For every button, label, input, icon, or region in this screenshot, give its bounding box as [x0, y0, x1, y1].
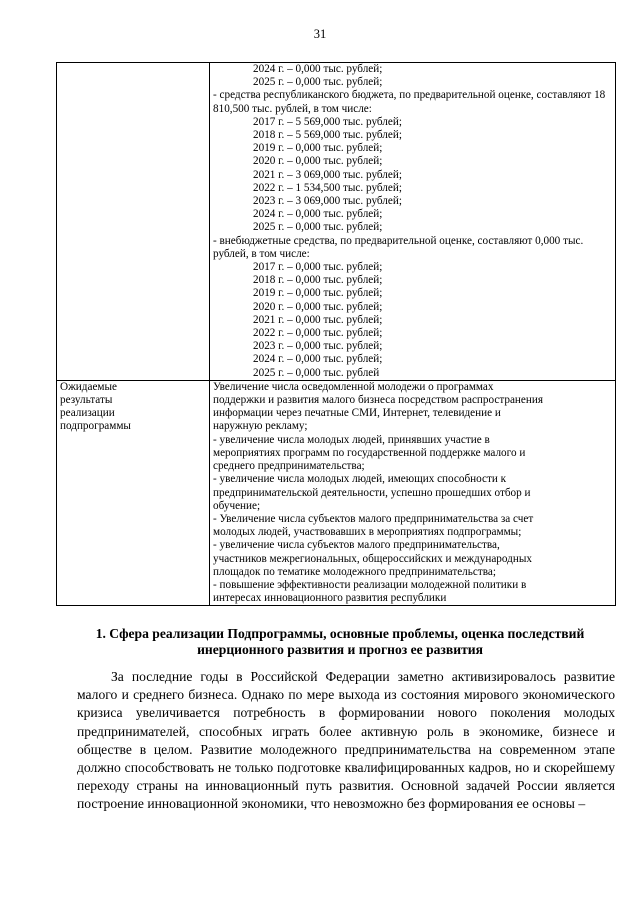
page-number: 31 — [313, 27, 327, 41]
funding-year-line: 2021 г. – 0,000 тыс. рублей; — [253, 313, 383, 326]
funding-year-line: 2023 г. – 3 069,000 тыс. рублей; — [253, 195, 402, 208]
results-label-cell — [57, 380, 210, 605]
funding-year-line: 2024 г. – 0,000 тыс. рублей; — [253, 208, 383, 221]
results-line: обучение; — [213, 499, 261, 512]
funding-year-line: 2024 г. – 0,000 тыс. рублей; — [253, 63, 383, 75]
funding-label-cell — [57, 63, 210, 381]
results-line: молодых людей, участвовавших в мероприятиях подпрограммы; — [213, 526, 522, 539]
funding-year-line: 2025 г. – 0,000 тыс. рублей; — [253, 76, 383, 89]
extrabudget-intro: - внебюджетные средства, по предварительной оценке, составляют 0,000 тыс. рублей, в том числе: — [213, 234, 584, 260]
funding-year-line: 2025 г. – 0,000 тыс. рублей — [253, 366, 380, 379]
republican-budget-intro: - средства республиканского бюджета, по предварительной оценке, составляют 18 810,500 тыс. рублей, в том числе: — [213, 89, 606, 115]
funding-year-line: 2017 г. – 5 569,000 тыс. рублей; — [253, 115, 402, 128]
results-line: Увеличение числа осведомленной молодежи о программах — [213, 380, 494, 393]
results-label — [60, 381, 206, 434]
results-line: - Увеличение числа субъектов малого предпринимательства за счет — [213, 512, 534, 525]
funding-year-line: 2019 г. – 0,000 тыс. рублей; — [253, 142, 383, 155]
results-line: площадок по тематике молодежного предпринимательства; — [213, 565, 496, 578]
funding-year-line: 2020 г. – 0,000 тыс. рублей; — [253, 155, 383, 168]
funding-year-line: 2019 г. – 0,000 тыс. рублей; — [253, 287, 383, 300]
results-line: - повышение эффективности реализации молодежной политики в — [213, 578, 527, 591]
results-line: информации через печатные СМИ, Интернет, телевидение и — [213, 407, 501, 420]
extrabudget-years — [213, 261, 612, 380]
results-label-line: реализации — [60, 407, 115, 420]
funding-value-cell — [210, 63, 616, 381]
results-label-line: подпрограммы — [60, 420, 131, 433]
subprogram-passport-table — [56, 62, 616, 606]
results-label-line: результаты — [60, 394, 113, 407]
results-line: среднего предпринимательства; — [213, 460, 365, 473]
funding-year-line: 2022 г. – 1 534,500 тыс. рублей; — [253, 181, 402, 194]
section-paragraph: За последние годы в Российской Федерации заметно активизировалось развитие малого и среднего бизнеса. Однако по мере выхода из состояния мирового экономического кризиса увеличивается потребность в формировании нового поколения молодых предпринимателей, способных играть более активную роль в экономике, бизнесе и обществе в целом. Развитие молодежного предпринимательства на современном этапе должно способствовать не только подготовке квалифицированных кадров, но и скорейшему переходу страны на инновационный путь развития. Основной задачей России является построение инновационной экономики, что невозможно без формирования ее основы – — [77, 669, 615, 812]
funding-year-line: 2018 г. – 5 569,000 тыс. рублей; — [253, 129, 402, 142]
table-row-funding — [57, 63, 616, 381]
table-row-results — [57, 380, 616, 605]
results-label-line: Ожидаемые — [60, 380, 117, 393]
republican-budget-years — [213, 116, 612, 235]
results-line: - увеличение числа субъектов малого предпринимательства, — [213, 539, 500, 552]
results-list — [213, 381, 612, 605]
funding-year-line: 2018 г. – 0,000 тыс. рублей; — [253, 274, 383, 287]
results-line: поддержки и развития малого бизнеса посредством распространения — [213, 394, 543, 407]
section-heading: 1. Сфера реализации Подпрограммы, основные проблемы, оценка последствий инерционного развития и прогноз ее развития — [95, 626, 585, 657]
results-line: участников межрегиональных, общероссийских и международных — [213, 552, 532, 565]
results-line: предпринимательской деятельности, успешно прошедших отбор и — [213, 486, 531, 499]
funding-year-line: 2022 г. – 0,000 тыс. рублей; — [253, 327, 383, 340]
funding-year-line: 2023 г. – 0,000 тыс. рублей; — [253, 340, 383, 353]
funding-year-line: 2021 г. – 3 069,000 тыс. рублей; — [253, 168, 402, 181]
results-line: интересах инновационного развития республики — [213, 592, 447, 605]
funding-year-line: 2017 г. – 0,000 тыс. рублей; — [253, 261, 383, 274]
funding-top-lines — [213, 63, 612, 89]
results-line: - увеличение числа молодых людей, принявших участие в — [213, 433, 490, 446]
results-line: мероприятиях программ по государственной поддержке малого и — [213, 446, 526, 459]
funding-year-line: 2024 г. – 0,000 тыс. рублей; — [253, 353, 383, 366]
results-value-cell — [210, 380, 616, 605]
results-line: наружную рекламу; — [213, 420, 308, 433]
results-line: - увеличение числа молодых людей, имеющих способности к — [213, 473, 507, 486]
funding-year-line: 2025 г. – 0,000 тыс. рублей; — [253, 221, 383, 234]
funding-year-line: 2020 г. – 0,000 тыс. рублей; — [253, 300, 383, 313]
